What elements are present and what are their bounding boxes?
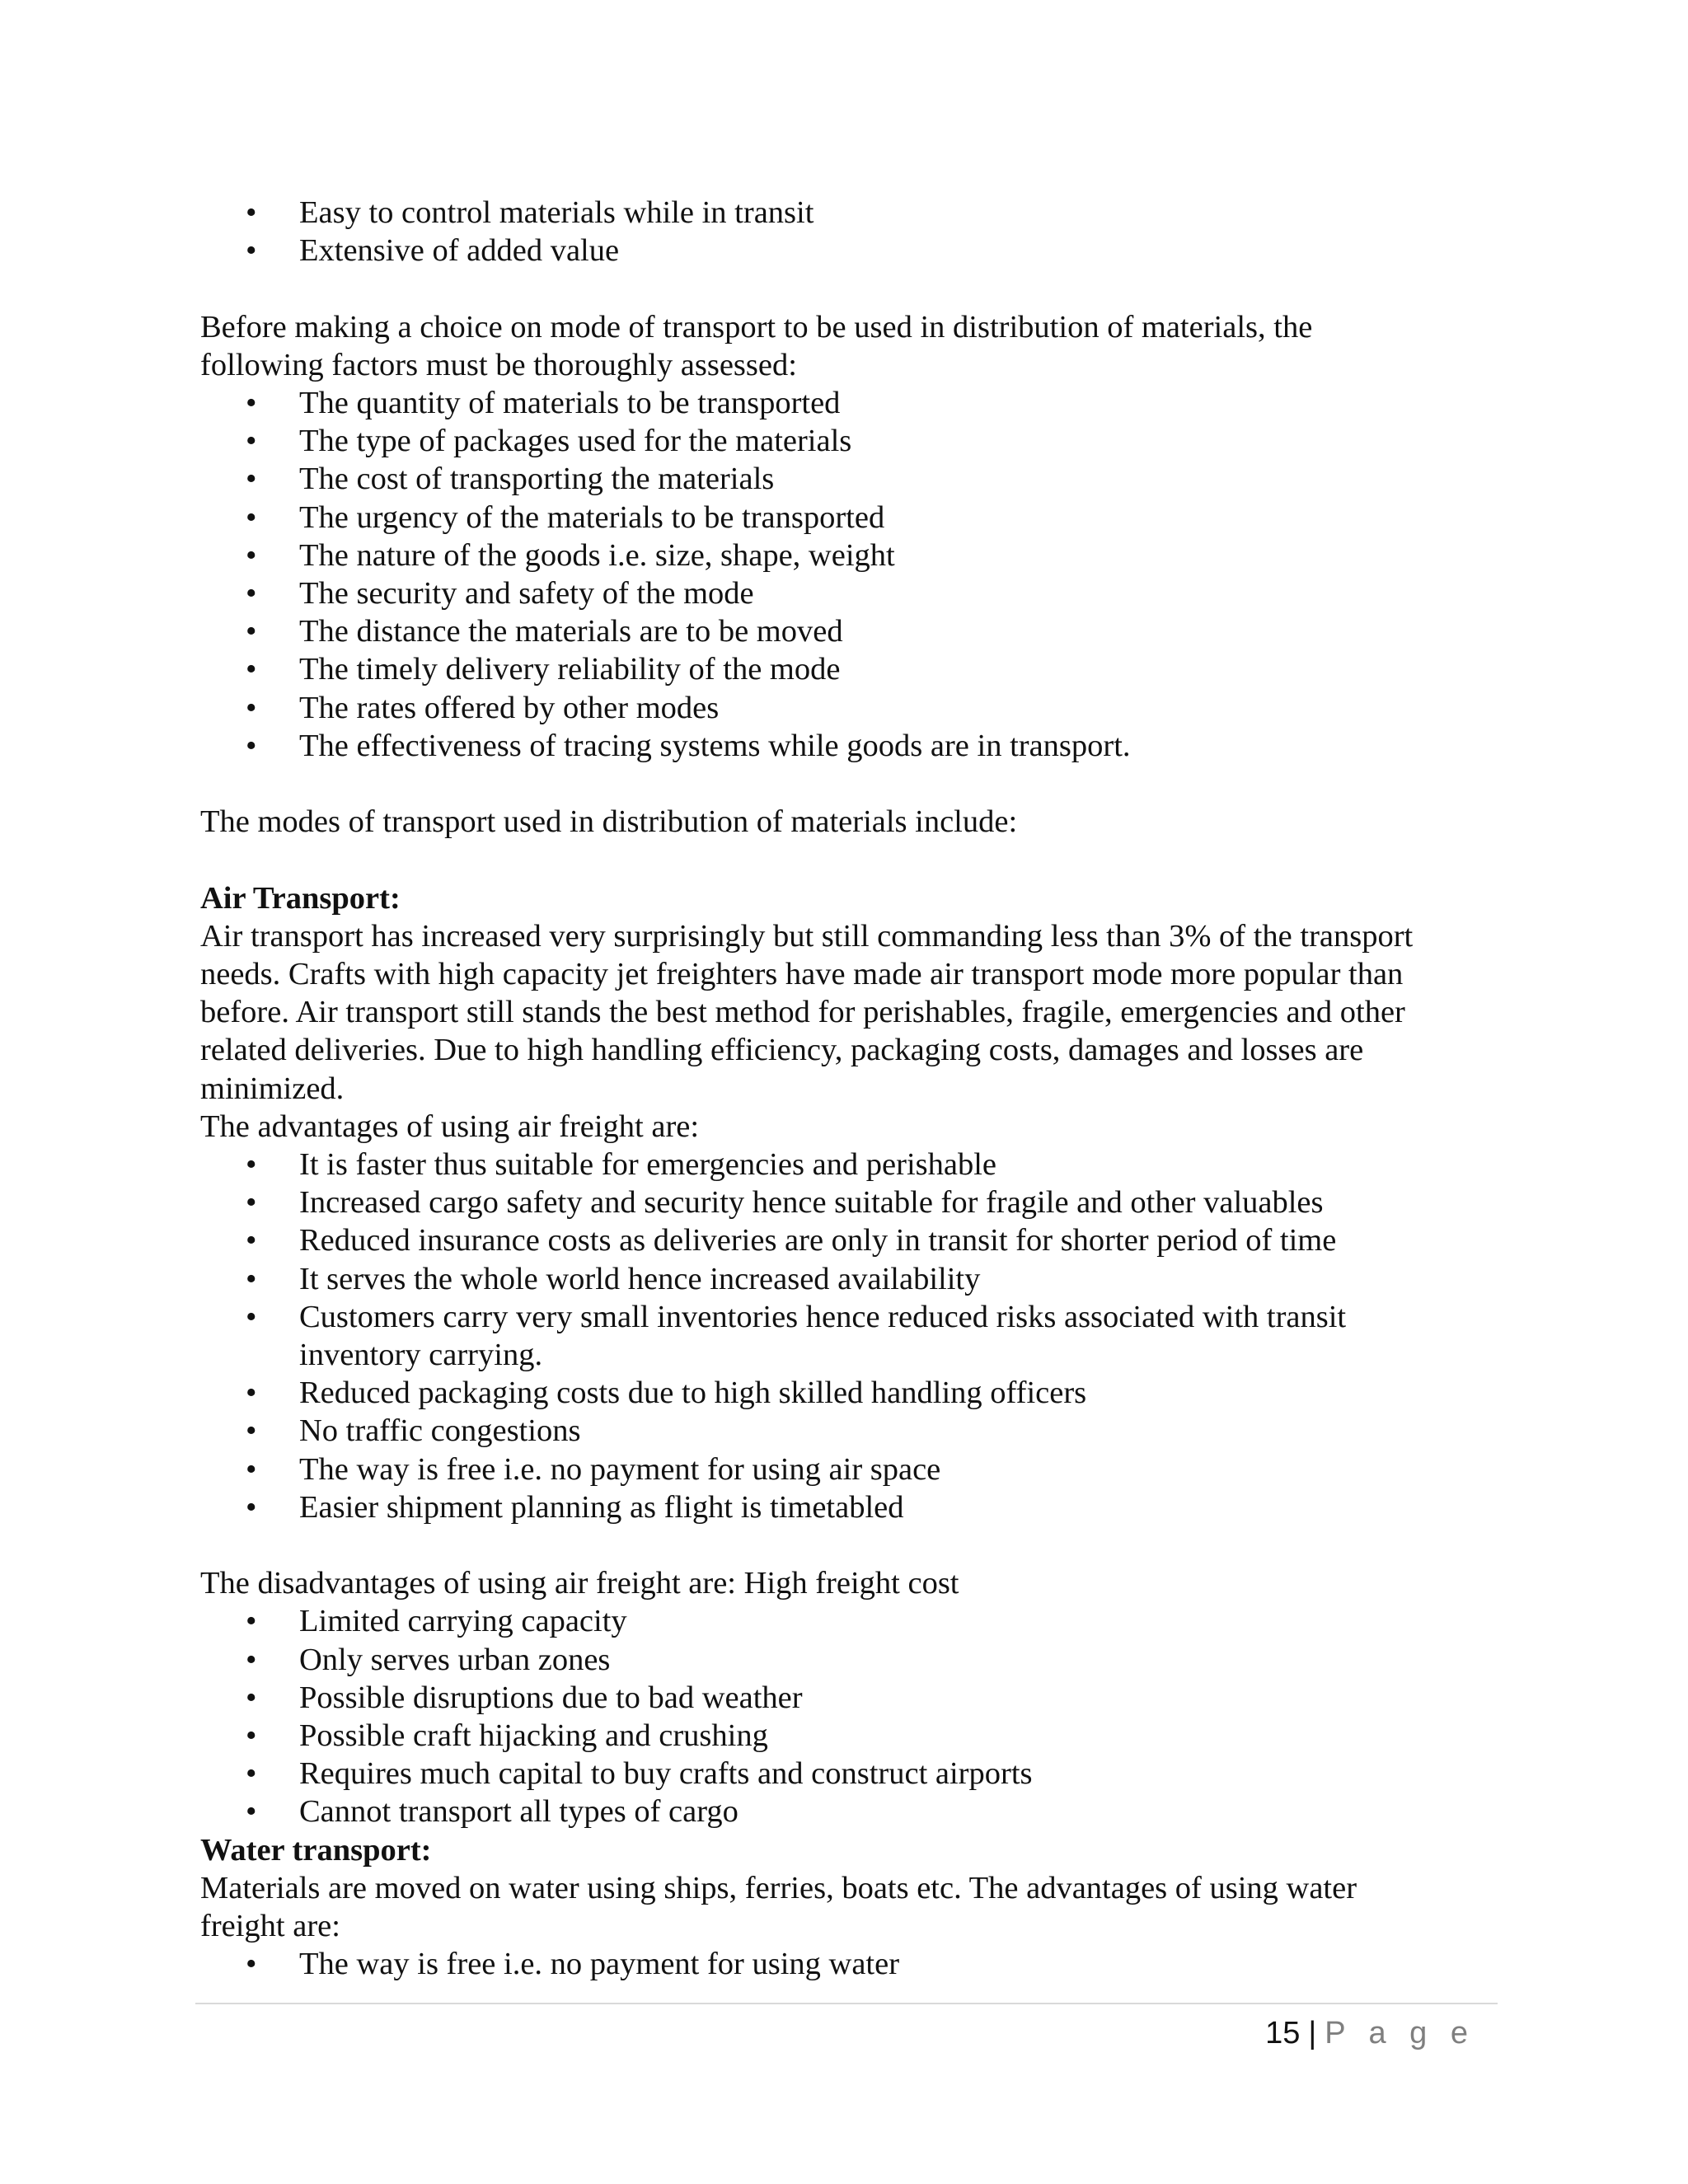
air-advantages-list: [200, 1146, 1470, 1526]
list-item-text: Increased cargo safety and security hence suitable for fragile and other valuables: [299, 1185, 1324, 1221]
air-transport-paragraph: [200, 917, 1470, 1108]
bullet-glyph: •: [246, 233, 257, 269]
factor-item: [200, 460, 1470, 498]
list-item-text: Reduced packaging costs due to high skilled handling officers: [299, 1376, 1087, 1411]
factor-item: [200, 499, 1470, 537]
spacer: [200, 269, 1470, 307]
list-item-text: Reduced insurance costs as deliveries are only in transit for shorter period of time: [299, 1223, 1337, 1258]
paragraph-line: freight are:: [200, 1909, 340, 1944]
footer-divider: [195, 2003, 1498, 2004]
bullet-glyph: •: [246, 424, 257, 459]
paragraph-line: Materials are moved on water using ships, ferries, boats etc. The advantages of using water: [200, 1870, 1357, 1905]
advantage-item: [200, 1298, 1470, 1374]
list-item-text: The way is free i.e. no payment for using water: [299, 1947, 900, 1982]
paragraph-line: minimized.: [200, 1071, 345, 1106]
water-advantages-list: [200, 1945, 1470, 1983]
bullet-glyph: •: [246, 386, 257, 420]
bullet-glyph: •: [246, 1489, 257, 1525]
advantage-item: [200, 1451, 1470, 1488]
advantage-item: [200, 1945, 1470, 1983]
bullet-glyph: •: [246, 728, 257, 763]
factor-item: [200, 689, 1470, 727]
factor-item: [200, 574, 1470, 612]
air-disadvantages-intro: The disadvantages of using air freight are: High freight cost: [200, 1566, 959, 1601]
page-label: P a g e: [1325, 2016, 1475, 2050]
list-item-text: The cost of transporting the materials: [299, 462, 775, 497]
bullet-glyph: •: [246, 1185, 257, 1221]
bullet-glyph: •: [246, 462, 257, 497]
page-number-separator: |: [1308, 2016, 1317, 2050]
list-item-text: The timely delivery reliability of the mode: [299, 652, 841, 687]
list-item-text: The way is free i.e. no payment for using air space: [299, 1451, 941, 1487]
bullet-glyph: •: [246, 1451, 257, 1487]
air-disadvantages-list: [200, 1602, 1470, 1830]
list-item-text: The urgency of the materials to be transported: [299, 499, 885, 535]
factor-item: [200, 612, 1470, 650]
advantage-item: [200, 1412, 1470, 1450]
list-item-text: It is faster thus suitable for emergencies and perishable: [299, 1147, 997, 1183]
list-item: [200, 194, 1470, 232]
top-bullet-list: [200, 194, 1470, 269]
factor-item: [200, 650, 1470, 688]
list-item-text: Customers carry very small inventories hence reduced risks associated with transit: [299, 1299, 1347, 1334]
list-item-text: Easy to control materials while in transit: [299, 195, 814, 230]
list-item-text: Cannot transport all types of cargo: [299, 1794, 738, 1830]
spacer: [200, 765, 1470, 803]
spacer: [200, 1526, 1470, 1564]
air-transport-heading: Air Transport:: [200, 880, 401, 916]
list-item-text: The distance the materials are to be moved: [299, 614, 843, 649]
factor-item: [200, 422, 1470, 460]
list-item-text: Only serves urban zones: [299, 1642, 611, 1677]
modes-intro: The modes of transport used in distribution of materials include:: [200, 804, 1018, 840]
bullet-glyph: •: [246, 690, 257, 725]
page-footer: [1265, 2014, 1475, 2052]
bullet-glyph: •: [246, 576, 257, 612]
advantage-item: [200, 1146, 1470, 1183]
bullet-glyph: •: [246, 537, 257, 573]
advantage-item: [200, 1260, 1470, 1298]
bullet-glyph: •: [246, 1756, 257, 1792]
list-item-text: Easier shipment planning as flight is timetabled: [299, 1489, 904, 1525]
page-number: 15: [1265, 2016, 1301, 2050]
paragraph-line: before. Air transport still stands the best method for perishables, fragile, emergencies and other: [200, 995, 1405, 1030]
bullet-glyph: •: [246, 1947, 257, 1982]
factor-item: [200, 537, 1470, 574]
paragraph-line: related deliveries. Due to high handling efficiency, packaging costs, damages and losses are: [200, 1033, 1364, 1068]
bullet-glyph: •: [246, 1794, 257, 1830]
factor-item: [200, 384, 1470, 422]
advantage-item: [200, 1488, 1470, 1526]
water-transport-paragraph: [200, 1869, 1470, 1945]
bullet-glyph: •: [246, 1680, 257, 1715]
list-item-text: The quantity of materials to be transported: [299, 386, 841, 420]
bullet-glyph: •: [246, 499, 257, 535]
list-item-text: Possible disruptions due to bad weather: [299, 1680, 803, 1715]
list-item-text: Requires much capital to buy crafts and construct airports: [299, 1756, 1033, 1792]
bullet-glyph: •: [246, 1642, 257, 1677]
bullet-glyph: •: [246, 1376, 257, 1411]
list-item-text: It serves the whole world hence increased availability: [299, 1261, 981, 1296]
bullet-glyph: •: [246, 1413, 257, 1449]
factors-list: [200, 384, 1470, 765]
disadvantage-item: [200, 1641, 1470, 1679]
list-item-text: The type of packages used for the materials: [299, 424, 852, 459]
disadvantage-item: [200, 1793, 1470, 1830]
paragraph-line: needs. Crafts with high capacity jet freighters have made air transport mode more popular than: [200, 957, 1404, 992]
factors-intro-line-2: following factors must be thoroughly assessed:: [200, 347, 797, 382]
bullet-glyph: •: [246, 195, 257, 230]
advantage-item: [200, 1183, 1470, 1221]
advantage-item: [200, 1221, 1470, 1259]
bullet-glyph: •: [246, 1261, 257, 1296]
list-item: [200, 232, 1470, 269]
spacer: [200, 841, 1470, 879]
list-item-text: The rates offered by other modes: [299, 690, 720, 725]
bullet-glyph: •: [246, 652, 257, 687]
factors-intro-line-1: Before making a choice on mode of transport to be used in distribution of materials, the: [200, 309, 1313, 344]
list-item-text: The nature of the goods i.e. size, shape, weight: [299, 537, 895, 573]
bullet-glyph: •: [246, 1147, 257, 1183]
disadvantage-item: [200, 1602, 1470, 1640]
disadvantage-item: [200, 1717, 1470, 1755]
advantage-item: [200, 1374, 1470, 1412]
factor-item: [200, 727, 1470, 765]
list-item-text: Extensive of added value: [299, 233, 620, 269]
air-advantages-intro: The advantages of using air freight are:: [200, 1108, 700, 1144]
list-item-text: The effectiveness of tracing systems while goods are in transport.: [299, 728, 1131, 763]
bullet-glyph: •: [246, 1299, 257, 1334]
page-content: [200, 194, 1470, 1983]
list-item-text: inventory carrying.: [299, 1338, 543, 1373]
bullet-glyph: •: [246, 1604, 257, 1639]
disadvantage-item: [200, 1755, 1470, 1793]
bullet-glyph: •: [246, 614, 257, 649]
disadvantage-item: [200, 1679, 1470, 1717]
list-item-text: No traffic congestions: [299, 1413, 581, 1449]
list-item-text: The security and safety of the mode: [299, 576, 754, 612]
bullet-glyph: •: [246, 1718, 257, 1754]
paragraph-line: Air transport has increased very surprisingly but still commanding less than 3% of the transport: [200, 918, 1414, 954]
list-item-text: Possible craft hijacking and crushing: [299, 1718, 768, 1754]
water-transport-heading: Water transport:: [200, 1832, 432, 1868]
bullet-glyph: •: [246, 1223, 257, 1258]
list-item-text: Limited carrying capacity: [299, 1604, 627, 1639]
